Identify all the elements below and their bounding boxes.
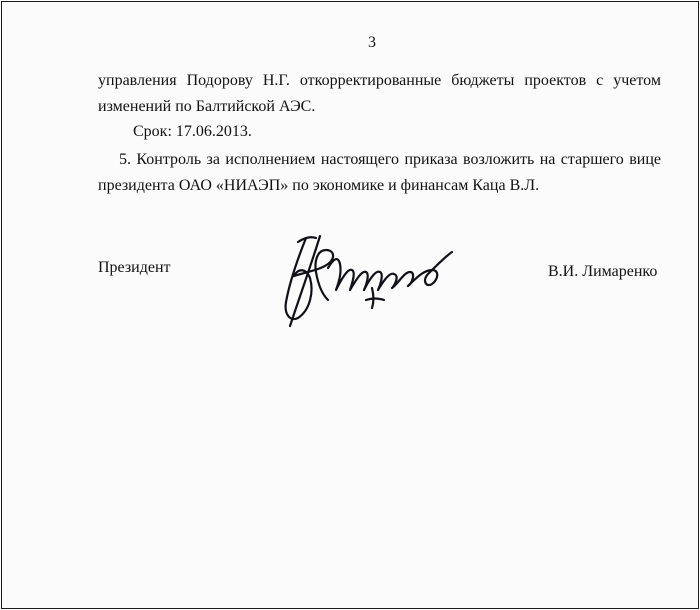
signatory-name: В.И. Лимаренко	[548, 263, 658, 280]
paragraph-item-5: 5. Контроль за исполнением настоящего приказа возложить на старшего вице президента ОАО «НИАЭП» по экономике и финансам Каца В.Л.	[98, 151, 661, 194]
paragraph-deadline: Срок: 17.06.2013.	[133, 123, 252, 140]
page-number: 3	[368, 34, 376, 51]
document-page	[1, 1, 699, 609]
handwritten-signature	[276, 228, 472, 338]
signatory-title: Президент	[98, 259, 171, 276]
paragraph-budget: управления Подорову Н.Г. откорректированные бюджеты проектов с учетом изменений по Балтийской АЭС.	[98, 72, 661, 115]
